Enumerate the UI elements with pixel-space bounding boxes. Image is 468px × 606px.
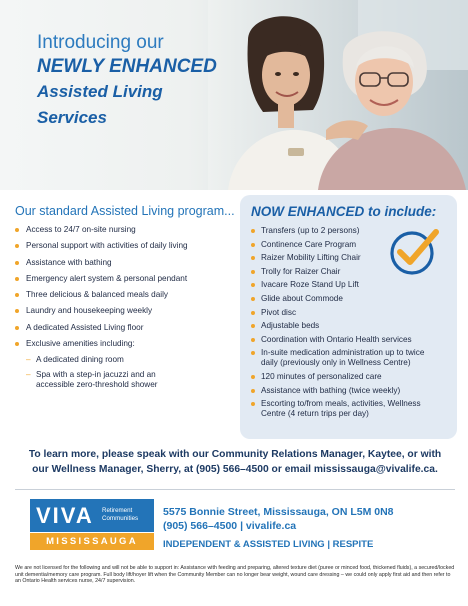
bullet-icon: [251, 270, 255, 274]
bullet-icon: [15, 277, 19, 281]
enhanced-services-list: [251, 226, 451, 423]
bullet-icon: [251, 256, 255, 260]
viva-logo: [30, 499, 154, 550]
hero-heading: [37, 32, 237, 131]
logo-location: MISSISSAUGA: [30, 533, 154, 550]
bullet-icon: [15, 244, 19, 248]
divider: [15, 489, 455, 490]
list-item: Glide about Commode: [251, 294, 451, 304]
list-item: Adjustable beds: [251, 321, 451, 331]
list-item: Trolly for Raizer Chair: [251, 267, 451, 277]
list-item: Ivacare Roze Stand Up Lift: [251, 280, 451, 290]
list-item: Continence Care Program: [251, 240, 451, 250]
dash-icon: –: [26, 370, 31, 380]
bullet-icon: [15, 228, 19, 232]
logo-brand-text: VIVA: [36, 503, 94, 528]
standard-program-title: Our standard Assisted Living program...: [15, 204, 235, 218]
dash-icon: –: [26, 355, 31, 365]
bullet-icon: [251, 338, 255, 342]
bullet-icon: [251, 229, 255, 233]
list-item: Raizer Mobility Lifting Chair: [251, 253, 451, 263]
hero-line-introducing: Introducing our: [37, 32, 164, 53]
enhanced-services-panel: [240, 195, 457, 439]
bullet-icon: [251, 375, 255, 379]
hero-line-assisted-living: Assisted Living: [37, 82, 163, 101]
phone-website: (905) 566–4500 | vivalife.ca: [163, 520, 297, 532]
disclaimer: We are not licensed for the following and will not be able to support in: Assistance with feeding and preparing, altered texture diet (puree or minced food, thickened fluids), a secured/locked unit dementia/memory care program. Full body lift/hoyer lift when the Community Member can no longer bear weight, wound care dressing – we could only apply first aid and then refer to an Ontario Health services nurse, 24/7 supervision.: [15, 565, 455, 585]
list-item: Escorting to/from meals, activities, Wellness Centre (4 return trips per day): [251, 399, 421, 419]
enhanced-title: NOW ENHANCED to include:: [251, 204, 437, 219]
list-item: Assistance with bathing: [15, 258, 240, 268]
list-item: A dedicated Assisted Living floor: [15, 323, 240, 333]
bullet-icon: [251, 389, 255, 393]
logo-brand-block: [30, 499, 154, 532]
standard-program-section: [15, 203, 240, 396]
list-item: Exclusive amenities including: – A dedicated dining room – Spa with a step-in jacuzzi and an accessible zero-threshold shower: [15, 339, 240, 390]
list-item: In-suite medication administration up to twice daily (previously only in Wellness Centre): [251, 348, 443, 368]
sub-list-item: – Spa with a step-in jacuzzi and an accessible zero-threshold shower: [26, 370, 158, 390]
bullet-icon: [251, 311, 255, 315]
list-item: Transfers (up to 2 persons): [251, 226, 451, 236]
hero-line-services: Services: [37, 108, 107, 127]
bullet-icon: [251, 297, 255, 301]
logo-subline: Retirement Communities: [102, 507, 139, 522]
residents-photo: [208, 0, 468, 190]
bullet-icon: [15, 342, 19, 346]
list-item: Coordination with Ontario Health services: [251, 335, 451, 345]
hero-line-newly-enhanced: NEWLY ENHANCED: [37, 56, 217, 77]
list-item: Pivot disc: [251, 308, 451, 318]
bullet-icon: [251, 324, 255, 328]
list-item: 120 minutes of personalized care: [251, 372, 451, 382]
bullet-icon: [15, 326, 19, 330]
list-item: Three delicious & balanced meals daily: [15, 290, 240, 300]
services-tagline: INDEPENDENT & ASSISTED LIVING | RESPITE: [163, 539, 374, 550]
bullet-icon: [15, 309, 19, 313]
bullet-icon: [251, 243, 255, 247]
list-item: Laundry and housekeeping weekly: [15, 306, 240, 316]
bullet-icon: [251, 402, 255, 406]
amenities-sublist: [26, 355, 240, 390]
list-item: Assistance with bathing (twice weekly): [251, 386, 451, 396]
hero-banner: [0, 0, 468, 190]
bullet-icon: [251, 351, 255, 355]
sub-list-item: – A dedicated dining room: [26, 355, 124, 365]
bullet-icon: [15, 293, 19, 297]
list-item: Access to 24/7 on-site nursing: [15, 225, 240, 235]
list-item: Personal support with activities of daily living: [15, 241, 240, 251]
address: 5575 Bonnie Street, Mississauga, ON L5M 0N8: [163, 506, 394, 518]
contact-message: To learn more, please speak with our Community Relations Manager, Kaytee, or with our Wellness Manager, Sherry, at (905) 566–4500 or email mississauga@vivalife.ca.: [28, 449, 442, 475]
standard-program-list: [15, 225, 240, 390]
list-item: Emergency alert system & personal pendant: [15, 274, 240, 284]
bullet-icon: [251, 283, 255, 287]
bullet-icon: [15, 261, 19, 265]
